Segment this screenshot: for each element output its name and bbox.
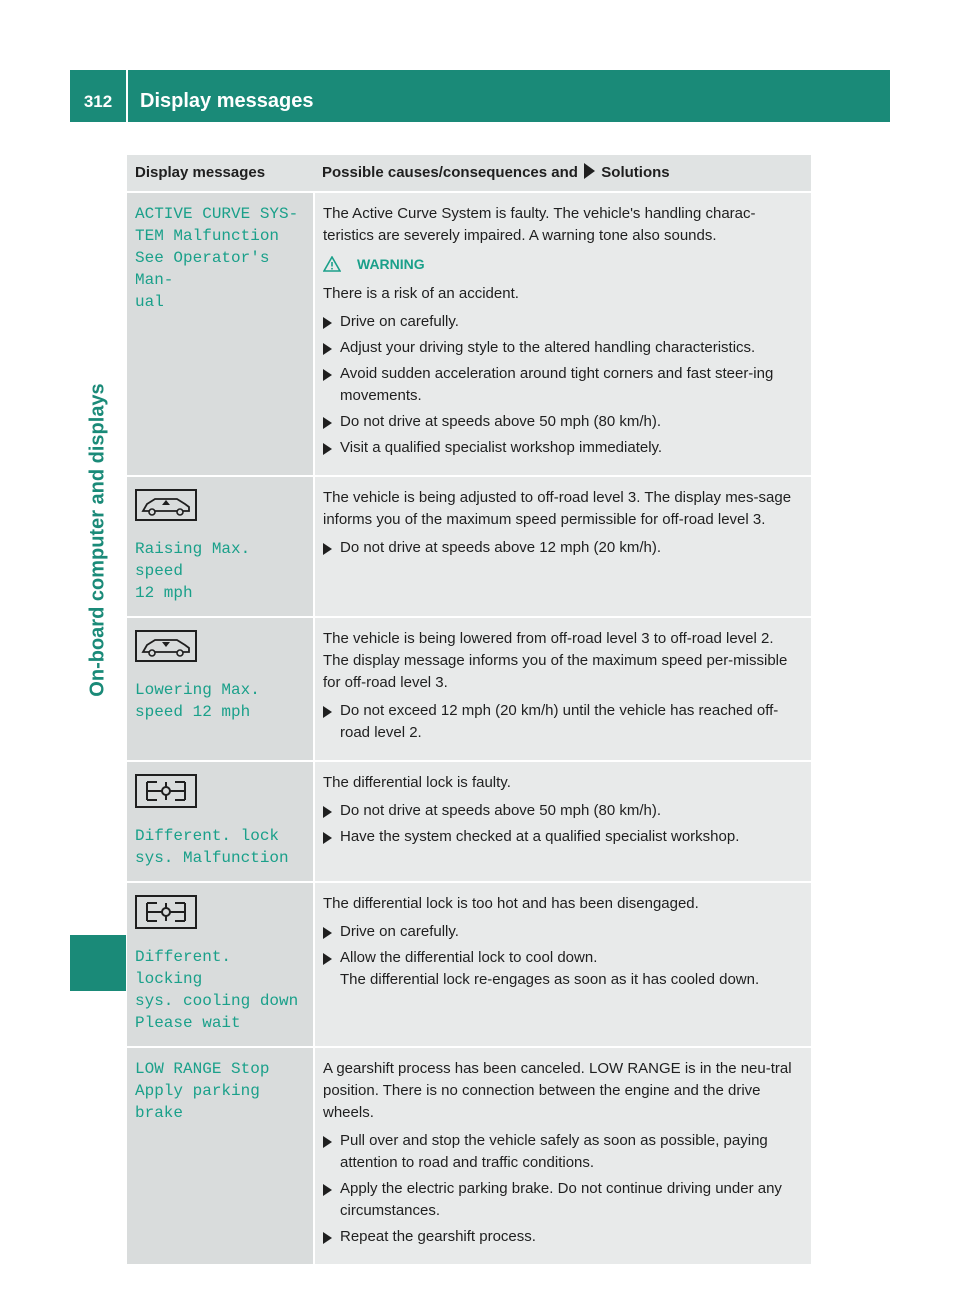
list-item [323, 311, 803, 333]
cause-text: The vehicle is being lowered from off-road level 3 to off-road level 2. The display message informs you of the maximum speed per-missible for off-road level 3. [323, 630, 788, 691]
list-item [323, 1178, 803, 1222]
bullet-arrow-icon [323, 311, 340, 333]
message-cell [127, 192, 314, 476]
bullet-text: Have the system checked at a qualified specialist workshop. [340, 828, 740, 845]
cause-text: The Active Curve System is faulty. The vehicle's handling charac-teristics are severely impaired. A warning tone also sounds. [323, 205, 756, 244]
bullet-arrow-icon [323, 947, 340, 969]
warning-block [323, 253, 803, 275]
cause-text: The differential lock is too hot and has been disengaged. [323, 895, 699, 912]
bullet-arrow-icon [323, 411, 340, 433]
col-display-messages-header: Display messages [127, 155, 314, 192]
bullet-arrow-icon [323, 700, 340, 744]
bullet-arrow-icon [323, 537, 340, 559]
bullet-arrow-icon [323, 1178, 340, 1222]
bullet-text: Do not drive at speeds above 50 mph (80 km/h). [340, 413, 662, 430]
solution-cell [314, 476, 811, 617]
bullet-text: Do not exceed 12 mph (20 km/h) until the vehicle has reached off-road level 2. [340, 702, 779, 741]
message-cell [127, 476, 314, 617]
bullet-arrow-icon [323, 363, 340, 407]
page-number: 312 [83, 92, 113, 111]
cause-text: The differential lock is faulty. [323, 774, 511, 791]
list-item [323, 411, 803, 433]
list-item [323, 921, 803, 943]
display-messages-table [127, 155, 811, 1264]
list-item [323, 1130, 803, 1174]
page-title: Display messages [140, 90, 314, 112]
bullet-text: Adjust your driving style to the altered handling characteristics. [340, 339, 756, 356]
table-header-row [127, 155, 811, 192]
table-row [127, 476, 811, 617]
display-message-text: Different. locking sys. cooling down Please wait [135, 948, 299, 1032]
warning-label: WARNING [357, 256, 425, 272]
side-chapter-text: On-board computer and displays [86, 383, 109, 697]
table-row [127, 882, 811, 1047]
display-message-text: ACTIVE CURVE SYS‐ TEM Malfunction See Operator's Man‐ ual [135, 205, 299, 311]
bullet-text: Drive on carefully. [340, 313, 459, 330]
followup-text: The differential lock re-engages as soon as it has cooled down. [340, 971, 760, 988]
cause-text: The vehicle is being adjusted to off-road level 3. The display mes-sage informs you of the maximum speed permissible for off-road level 3. [323, 489, 792, 528]
list-item [323, 826, 803, 848]
display-message-text: Different. lock sys. Malfunction [135, 827, 289, 867]
list-item [323, 1226, 803, 1248]
list-item [323, 437, 803, 459]
warning-text: There is a risk of an accident. [323, 285, 519, 302]
solution-cell [314, 1047, 811, 1264]
side-chapter-block [70, 935, 126, 991]
bullet-arrow-icon [323, 1226, 340, 1248]
bullet-text: Do not drive at speeds above 50 mph (80 km/h). [340, 802, 662, 819]
header-divider [126, 70, 128, 122]
bullet-arrow-icon [323, 800, 340, 822]
vehicle-raise-icon [135, 489, 305, 528]
col-causes-header [314, 155, 811, 192]
table-row [127, 761, 811, 882]
table-row [127, 192, 811, 476]
list-item [323, 700, 803, 744]
solution-cell [314, 882, 811, 1047]
warning-triangle-icon [323, 256, 341, 272]
arrow-right-icon [584, 163, 595, 179]
display-message-text: Lowering Max. speed 12 mph [135, 681, 260, 721]
message-cell [127, 882, 314, 1047]
bullet-text: Visit a qualified specialist workshop immediately. [340, 439, 663, 456]
bullet-arrow-icon [323, 337, 340, 359]
solution-cell [314, 617, 811, 761]
list-item [323, 800, 803, 822]
message-cell [127, 1047, 314, 1264]
message-cell [127, 761, 314, 882]
cause-text: A gearshift process has been canceled. LOW RANGE is in the neu-tral position. There is no connection between the engine and the drive wheels. [323, 1060, 792, 1121]
bullet-arrow-icon [323, 1130, 340, 1174]
bullet-text: Drive on carefully. [340, 923, 459, 940]
list-item [323, 337, 803, 359]
differential-lock-icon [135, 774, 305, 815]
bullet-text: Avoid sudden acceleration around tight corners and fast steer-ing movements. [340, 365, 774, 404]
col-solutions-header-text: Solutions [601, 164, 670, 181]
list-item [323, 947, 803, 969]
vehicle-lower-icon [135, 630, 305, 669]
bullet-text: Repeat the gearshift process. [340, 1228, 536, 1245]
bullet-text: Apply the electric parking brake. Do not continue driving under any circumstances. [340, 1180, 782, 1219]
bullet-arrow-icon [323, 826, 340, 848]
bullet-arrow-icon [323, 921, 340, 943]
solution-cell [314, 192, 811, 476]
solution-cell [314, 761, 811, 882]
list-item [323, 363, 803, 407]
table-row [127, 617, 811, 761]
message-cell [127, 617, 314, 761]
bullet-text: Pull over and stop the vehicle safely as soon as possible, paying attention to road and traffic conditions. [340, 1132, 768, 1171]
bullet-text: Allow the differential lock to cool down. [340, 949, 598, 966]
table-row [127, 1047, 811, 1264]
bullet-arrow-icon [323, 437, 340, 459]
display-message-text: LOW RANGE Stop Apply parking brake [135, 1060, 270, 1122]
list-item [323, 537, 803, 559]
differential-lock-icon [135, 895, 305, 936]
col-causes-header-text: Possible causes/consequences and [322, 164, 578, 181]
bullet-text: Do not drive at speeds above 12 mph (20 km/h). [340, 539, 662, 556]
display-message-text: Raising Max. speed 12 mph [135, 540, 251, 602]
